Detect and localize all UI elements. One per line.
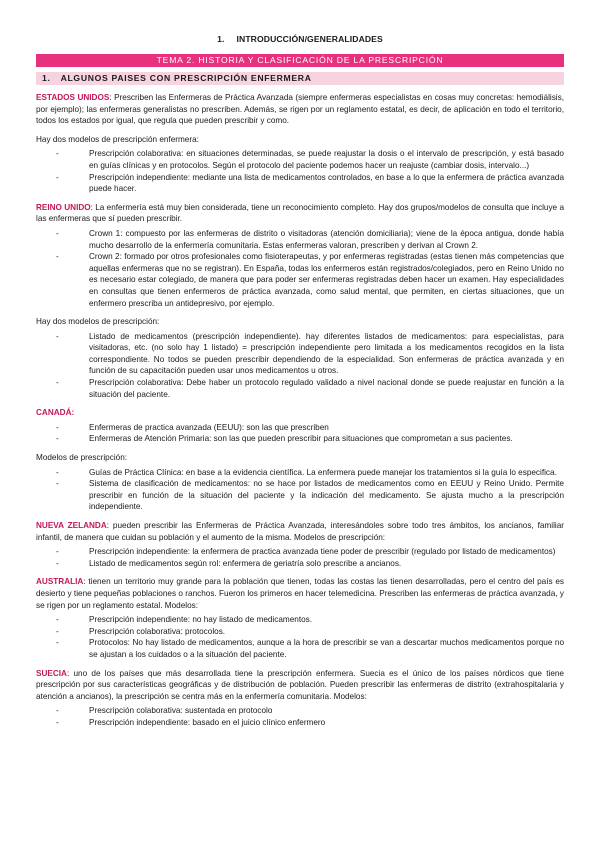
uk-list: [36, 228, 564, 309]
list-item: - Prescripción colaborativa: en situaciones determinadas, se puede reajustar la dosis o el intervalo de prescripción, y está basado en guías clínicas y en protocolos. Según el protocolo del paciente podemos hacer un reajuste (cambiar dosis, intervalo...): [56, 149, 564, 170]
canada-models-intro: Modelos de prescripción:: [36, 453, 128, 463]
paragraph-text: : uno de los países que más desarrollada tiene la prescripción enfermera. Suecia es el único de los países nórdicos que tiene prescripción por sus características geográficas y de distribución de población. Pueden prescribir las enfermeras de distrito (extrahospitalaria y atención a ancianos), la prescripción se centra más en la enfermería comunitaria. Modelos:: [36, 668, 564, 701]
topic-title: TEMA 2. HISTORIA Y CLASIFICACIÓN DE LA PRESCRIPCIÓN: [156, 55, 444, 65]
dash-bullet: -: [56, 638, 59, 648]
country-label: ESTADOS UNIDOS: [36, 93, 110, 102]
dash-bullet: -: [56, 228, 59, 238]
list-item: - Enfermeras de practica avanzada (EEUU): son las que prescriben: [56, 422, 329, 432]
list-item: - Crown 1: compuesto por las enfermeras de distrito o visitadoras (atención domiciliaria); viene de la época antigua, donde había mucho desarrollo de la enfermería comunitaria. Estas enfermeras valoran, prescriben y derivan al Crown 2.: [56, 228, 564, 250]
list-item: - Protocolos: No hay listado de medicamentos, aunque a la hora de prescribir se van a descartar muchos medicamentos porque no se ajustan a los cuidados o a la situación del paciente.: [56, 638, 564, 659]
list-item: - Listado de medicamentos (prescripción independiente). hay diferentes listados de medicamentos: para especialistas, para visitadoras, etc. (no solo hay 1 listado) = prescripción independiente pero limitada a los medicamentos recogidos en la lista correspondiente. No todos se pueden prescribir dependiendo de la especialidad. Son enfermeras de práctica avanzada y en función de su capacitación pueden usar unos medicamentos u otros.: [56, 331, 564, 376]
list-item: - Prescripción colaborativa: Debe haber un protocolo regulado validado a nivel nacional donde se puede reajustar en función a la situación del paciente.: [56, 378, 564, 399]
paragraph-text: : La enfermería está muy bien considerada, tiene un reconocimiento completo. Hay dos grupos/modelos de consulta que incluye a las enfermeras que sí pueden prescribir.: [36, 202, 564, 224]
country-label: NUEVA ZELANDA: [36, 521, 107, 530]
eeuu-paragraph: [36, 92, 564, 127]
chapter-heading: [36, 0, 564, 44]
dash-bullet: -: [56, 615, 59, 625]
paragraph-text: : Prescriben las Enfermeras de Práctica Avanzada (siempre enfermeras especialistas en cosas muy concretas: hemodiálisis, por ejemplo); las enfermeras generalistas no prescriben. Además, se rigen por un reglamento estatal, es decir, de aplicación en todo el territorio, todos los estados por igual, que regula que pueden prescribir y como.: [36, 93, 564, 126]
list-item: - Listado de medicamentos según rol: enfermera de geriatría solo prescribe a ancianos.: [56, 558, 402, 568]
eeuu-models-intro: Hay dos modelos de prescripción enfermera:: [36, 134, 199, 144]
dash-bullet: -: [56, 378, 59, 388]
dash-bullet: -: [56, 172, 59, 182]
list-item: - Prescripción independiente: mediante una lista de medicamentos controlados, en base a lo que la enfermera de práctica avanzada puede hacer.: [56, 172, 564, 194]
list-item: - Crown 2: formado por otros profesionales como fisioterapeutas, y por enfermeras registradas (estas tienen más competencias que aquellas enfermeras que no se registran). En España, todas los enfermeros están registrados/colegiados, pero en Reino Unido no es necesario estar colegiado, de manera que para poder ser enfermeras registradas deben hacer un examen. Hay especialidades en consultas que tienen enfermeros de práctica avanzada, como salud mental, que permiten, en ciertas situaciones, que un enfermero prescriba un antidepresivo, por ejemplo.: [56, 252, 564, 308]
dash-bullet: -: [56, 467, 59, 477]
dash-bullet: -: [56, 547, 59, 557]
uk-paragraph: [36, 202, 564, 225]
dash-bullet: -: [56, 558, 59, 568]
list-item: - Prescripción independiente: no hay listado de medicamentos.: [56, 615, 313, 625]
country-label: SUECIA: [36, 668, 67, 678]
canada-list: [36, 422, 564, 445]
dash-bullet: -: [56, 422, 59, 432]
canada-paragraph: [36, 407, 564, 419]
chapter-number: 1.: [217, 34, 225, 44]
list-item: - Enfermeras de Atención Primaria: son las que pueden prescribir para situaciones que comprometan a sus pacientes.: [56, 434, 513, 444]
eeuu-list: [36, 148, 564, 194]
list-item: - Prescripción independiente: basado en el juicio clínico enfermero: [56, 717, 326, 727]
dash-bullet: -: [56, 717, 59, 727]
canada-models-list: [36, 467, 564, 513]
dash-bullet: -: [56, 252, 59, 262]
country-label: REINO UNIDO: [36, 202, 91, 212]
uk-models-list: [36, 331, 564, 401]
uk-models-intro: Hay dos modelos de prescripción:: [36, 317, 160, 327]
dash-bullet: -: [56, 479, 59, 489]
list-item: - Prescripción independiente: la enfermera de practica avanzada tiene poder de prescribir (regulado por listado de medicamentos): [56, 547, 556, 557]
se-paragraph: [36, 668, 564, 703]
dash-bullet: -: [56, 331, 59, 341]
section-title: ALGUNOS PAISES CON PRESCRIPCIÓN ENFERMERA: [60, 73, 312, 83]
dash-bullet: -: [56, 706, 59, 716]
section-number: 1.: [42, 73, 51, 83]
paragraph-text: : tienen un territorio muy grande para la población que tienen, todas las costas las tienen desarrolladas, pero el centro del país es desierto y tiene pequeñas poblaciones o ranchos. Fueron los primeros en hacer telemedicina. Prescriben las enfermeras de práctica avanzada, y se rigen por un reglamento estatal. Modelos:: [36, 577, 564, 610]
list-item: - Prescripción colaborativa: protocolos.: [56, 626, 226, 636]
list-item: - Guías de Práctica Clínica: en base a la evidencia científica. La enfermera puede manejar los tratamientos si la guía lo especifica.: [56, 467, 557, 477]
dash-bullet: -: [56, 626, 59, 636]
country-label: CANADÁ: [36, 408, 72, 418]
nz-list: [36, 546, 564, 569]
list-item: - Sistema de clasificación de medicamentos: no se hace por listados de medicamentos como en EEUU y Reino Unido. Permite prescribir en función de la situación del paciente y la indicación del medicamento. Se ajusta mucho a la prescripción independiente.: [56, 479, 564, 512]
se-list: [36, 705, 564, 728]
nz-paragraph: [36, 520, 564, 543]
au-paragraph: [36, 576, 564, 611]
list-item: - Prescripción colaborativa: sustentada en protocolo: [56, 706, 273, 716]
dash-bullet: -: [56, 149, 59, 159]
paragraph-text: :: [71, 408, 75, 418]
chapter-title: INTRODUCCIÓN/GENERALIDADES: [236, 34, 383, 44]
topic-banner: [36, 54, 564, 67]
au-list: [36, 614, 564, 660]
dash-bullet: -: [56, 434, 59, 444]
section-heading: [36, 72, 564, 85]
paragraph-text: : pueden prescribir las Enfermeras de Práctica Avanzada, interesándoles sobre todo tres ámbitos, los ancianos, familiar infantil, de manera que cuidan su población y el aumento de la misma. Modelos de prescripción:: [36, 521, 564, 542]
country-label: AUSTRALIA: [36, 577, 84, 587]
